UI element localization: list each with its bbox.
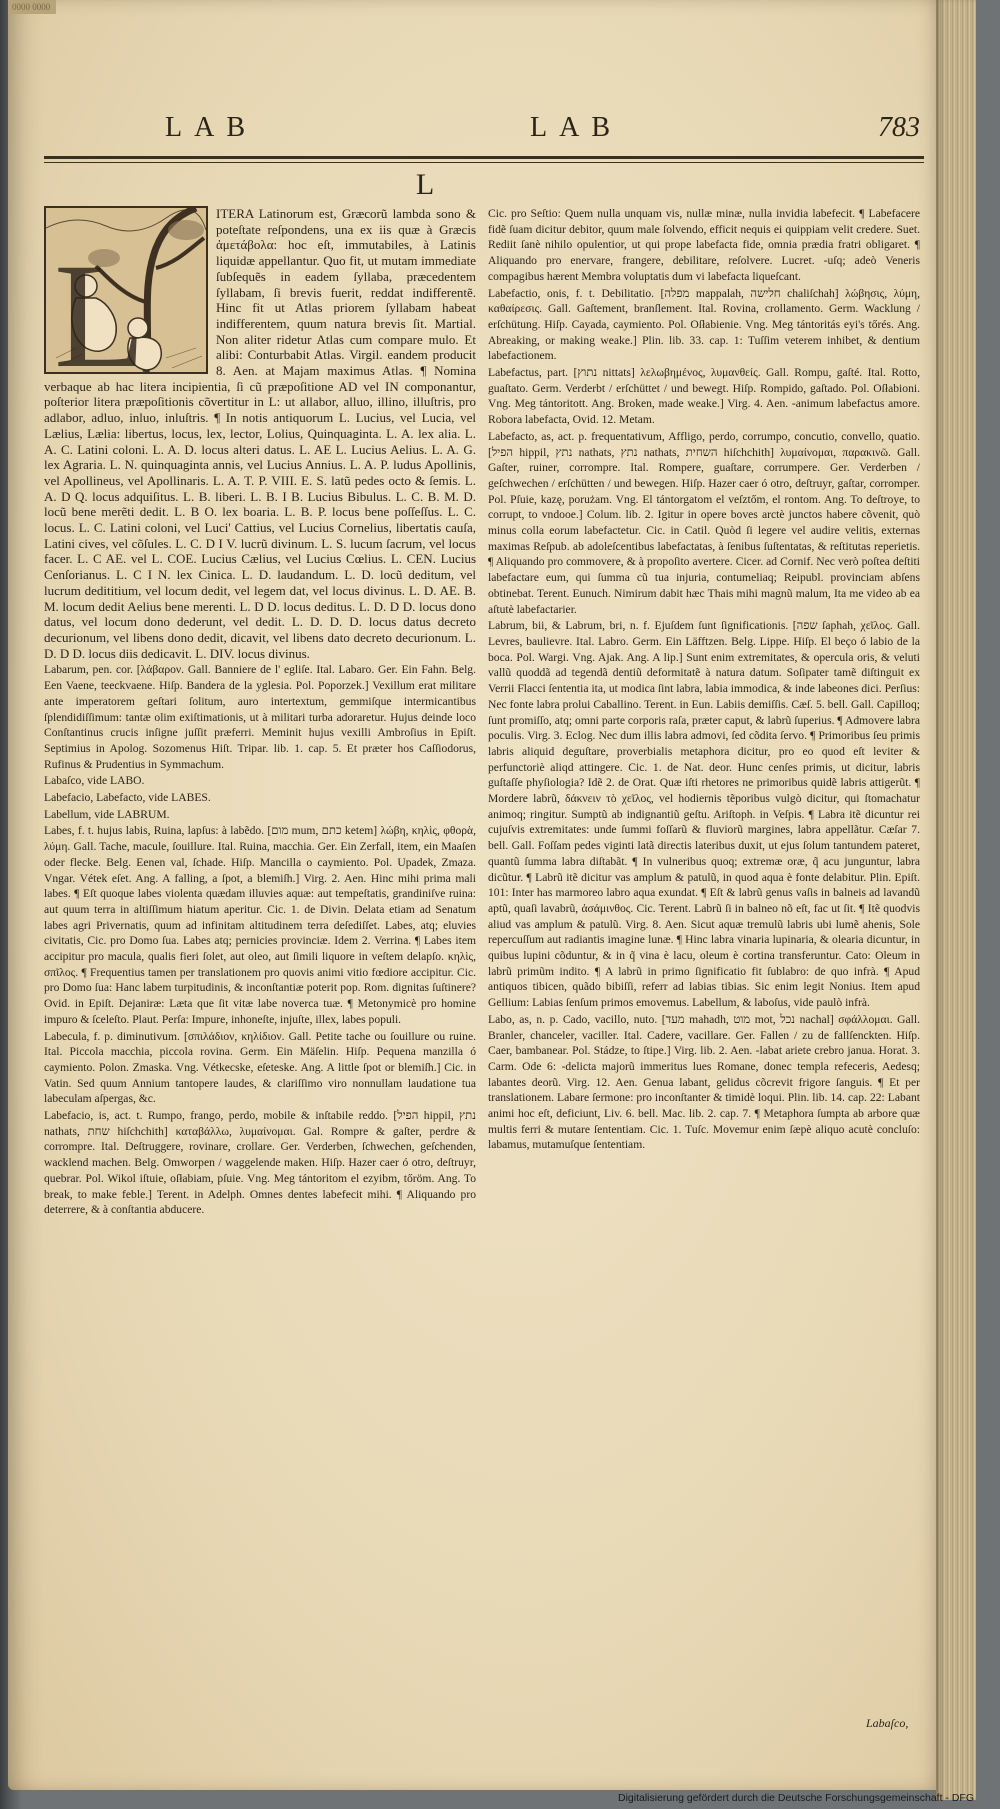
- page-number: 783: [878, 112, 920, 143]
- decorated-initial: [44, 206, 208, 374]
- entry-labefactio: Labefactio, onis, f. t. Debilitatio. [מפלה mappalah, חלישה chaliſchah] λώβησις, λύμη, καθαίρεσις. Gall. Gaſtement, branſlement. Ital. Rovina, crollamento. Germ. Wacklung / erſchütung. Hiſp. Cayada, caymiento. Pol. Oſłabienie. Vng. Meg tántoritás eyi's tőrés. Ang. Abreaking, or making weake.] Plin. lib. 33. cap. 1: Tuſſim veterem inhibet, & dentium labefactionem.: [488, 286, 920, 363]
- header-rule-thin: [44, 162, 924, 163]
- header-left-word: LAB: [165, 112, 257, 143]
- corner-label: 0000 0000: [8, 0, 56, 14]
- entry-labasco: Labaſco, vide LABO.: [44, 774, 145, 788]
- catchword: Labaſco,: [866, 1716, 909, 1730]
- entry-labellum: Labellum, vide LABRUM.: [44, 807, 170, 821]
- left-column: [44, 206, 476, 1706]
- entry-labium: Labrum, bii, & Labrum, bri, n. f. Ejuſdem ſunt ſignificationis. [שפה ſaphah, χεῖλος. Gall. Levres, baulievre. Ital. Labro. Germ. Ein Läfftzen. Belg. Lippe. Hiſp. El beço ó labio de la boca. Pol. Wargi. Vng. Ajak. Ang. A lip.] Sunt enim extremitates, & opercula oris, & veluti vallũ quoddã ad tegendã dentiũ deformitatẽ à natura datum. Soſipater tamẽ diſtinguit ex Verrii Flacci ſententia ita, ut modica ſint labra, labia immodica, & inde labeones dici. Perſius: Nec fonte labra prolui Caballino. Terent. in Eun. Labiis demiſſis. Cæſ. 5. bell. Gall. Capilloq; ſunt promiſſo, atq; omni parte corporis raſa, præter caput, & labrũ ſuperius. ¶ Admovere labra poculis. Virg. 3. Eclog. Nec dum illis labra admovi, ſed cõdita ſervo. ¶ Primoribus ſeu primis labris aliquid deguſtare, proverbialis metaphora dicitur, pro eo quod eſt leviter & perfunctoriè aliqd attingere. Cic. 1. de Nat. deor. Hunc cenſes primis, ut dicitur, labris guſtaſſe phyſiologia? Idẽ 2. de Orat. Quæ iſti rhetores ne primoribus quidẽ labris attigerũt. ¶ Mordere labrũ, δάκνειν τὸ χεῖλος, vel hodiernis tẽporibus vulgò dicitur, qui ſtomachatur animoq; ringitur. Sumptũ ab indignantiũ geſtu. Ariſtoph. in Veſpis. ¶ Labra itẽ dicuntur rei cujuſvis extremitates: unde ſummi foſſarũ & fluviorũ margines, labra appellãtur. Cæſar 7. bell. Gall. Foſſam pedes viginti latã directis lateribus duxit, ut ejus ſolum tantundem pateret, quantũ ſumma labra diſtabãt. ¶ In vulneribus quoq; extremæ oræ, q̃ acu junguntur, labra dicũtur. ¶ Labrũ itẽ dicitur vas amplum & patulũ, in quod aqua è fonte delabitur. Plin. Epiſt. 101: Inter has marmoreo labro aqua exundat. ¶ Eſt & labrũ genus vaſis in balneis ad lavandũ aptũ, quaſi lavabrũ, ἀσάμινθος. Cic. Terent. Labrũ ſi in balneo nõ eſt, fac ut ſit. ¶ Itẽ quodvis aliud vas amplum & patulũ. Virg. 8. Aen. Sicut aquæ tremulũ labris ubi lumẽ ahenis, Sole repercuſſum aut radiantis imagine lunæ. ¶ Hinc labra vinaria lupinaria, & olearia dicuntur, in quibus lupini cõduntur, & in q̃ vina è lacu, oleum è cortina transferuntur. Cato: Oleum in labrũ primũm indito. ¶ A labrũ in primo ſignificatio fit ſublabro: de quo infrà. ¶ Apud antiquos tibicen, quãdo bibiſſi, referr ad labias tibias. Sic enim legit Nonius. Item apud Gellium: Labias ſenſum primos emovemus. Labellum, & laboſus, vide paulò infrà.: [488, 619, 920, 1010]
- entry-labefacio-continued: Cic. pro Seſtio: Quem nulla unquam vis, nullæ minæ, nulla invidia labefecit. ¶ Labefacere fidẽ ſuam dicitur debitor, quum male ſolvendo, efficit nequis ei quippiam velit credere. Suet. Rediit ſanè nihilo opulentior, ut qui prope labefacta fide, omnia prædia fratri obligaret. ¶ Aliquando pro enervare, frangere, debilitare, reſolvere. Lucret. -uſq; adeò Veneris compagibus hærent Membra voluptatis dum vi labefacta liqueſcant.: [488, 207, 920, 283]
- entry-litera: ITERA Latinorum est, Græcorũ lambda sono & poteſtate reſpondens, una ex iis quæ à Græcis ἀμετάβολα: hoc eſt, immutabiles, à Latinis liquidæ appellantur. Quo fit, ut mutam immediate ſubſequẽs in eadem ſyllaba, præcedentem ſyllabam, ſi brevis fuerit, reddat indifferentẽ. Hinc fit ut Atlas priorem ſyllabam habeat indifferentem, quum natura brevis ſit. Martial. Non aliter ridetur Atlas cum compare mulo. Et alibi: Conturbabit Atlas. Virgil. eandem producit 8. Aen. at Majam maximus Atlas. ¶ Nomina verbaque ab hac litera incipientia, ſi cũ præpoſitione AD vel IN componantur, poſterior litera præpoſitionis cõvertitur in L: ut allabor, alluo, illino, illuſtris, pro adlabor, adluo, inluo, inluſtris. ¶ In notis antiquorum L. Lucius, vel Lucia, vel Lælius, Lælia: libertus, locus, lex, lector, Lolius, Quinquaginta. L. A. lex alia. L. A. C. Latini coloni. L. A. D. locus alteri datus. L. AE L. Lucius Aelius. L. A. G. lex Agraria. L. N. quinquaginta annis, vel Lucius Annius. L. A. P. ludus Apollinis, vel Apollineus, vel Apollinaris. L. A. T. P. VIII. E. S. latũ pedes octo & ſemis. L. A. D Q. locus adquiſitus. L. B. liberi. L. B. I B. Lucius Bibulus. L. C. B. M. D. locũ bene merẽti dedit. L. B O. lex boaria. L. B. P. locus bene poſſeſſus. L. C. locus. L. C. Latini coloni, vel Luci' Cattius, vel Lucius Cornelius, libertatis cauſa, Latini cives, vel cõſules. L. C. D I V. lucrũ divinum. L. S. lucum ſacrum, vel locus facer. L. C AE. vel L. COE. Lucius Cælius, vel Lucius Cœlius. L. CEN. Lucius Cenſorianus. L. C I N. lex Cinica. L. D. laudandum. L. D. locũ deditum, vel lucrum dedititium, vel locum dedit, vel legem dat, vel locus divinus. L. D. AE. B. M. locum dedit Aelius bene merenti. L. D D. locus deditus. L. D. D D. locus dono datus, vel locum dono dederunt, vel dedit. L. D. D. D. locus datus decreto decurionum, vel libens dono dedit, dicavit, vel libens dato decreto decurionum. L. D. D D. locus diis dedicavit. L. DIV. locus divinus.: [44, 206, 476, 661]
- header-rule-thick: [44, 156, 924, 159]
- book-fore-edge: [936, 0, 976, 1800]
- running-header: [165, 112, 920, 152]
- digitization-footer: Digitalisierung gefördert durch die Deutsche Forschungsgemeinschaft - DFG: [617, 1792, 974, 1804]
- entry-labarum: Labarum, pen. cor. [λάβαρον. Gall. Banniere de l' egliſe. Ital. Labaro. Ger. Ein Fahn. Belg. Een Vaene, teeckvaene. Hiſp. Bandera de la yglesia. Pol. Poporzek.] Vexillum erat militare ante imperatorem geſtari ſolitum, auro intertextum, gemmiſque intermicantibus ſplendidiſſimum: tantæ olim exiſtimationis, ut à militari turba adoraretur. Hujus deinde loco Conſtantinus crucis inſigne juſſit præferri. Meminit hujus vexilli Ambroſius in Epiſt. Septimius in Apolog. Sozomenus Hiſt. Tripar. lib. 1. cap. 5. Et præter hos Caſſiodorus, Rufinus & Prudentius in Symmachum.: [44, 663, 476, 771]
- decorated-initial-illustration: [46, 208, 206, 372]
- entry-labo: Labo, as, n. p. Cado, vacillo, nuto. [מעד mahadh, מוט mot, נכל nachal] σφάλλομαι. Gall. Branler, chanceler, vaciller. Ital. Cadere, vacillare. Ger. Fallen / zu de fallſenckten. Hiſp. Caer, bambanear. Pol. Stádze, to ſtipe.] Virg. lib. 2. Aen. -labat ariete crebro janua. Horat. 3. Carm. Ode 6: -delicta majorũ immeritus lues Romane, donec templa refeceris, Aedesq; labantes deorũ. Virg. 12. Aen. Genua labant, gelidus cõcrevit frigore ſanguis. ¶ Et per translationem. Labare ſermone: pro inconſtanter & timidè loqui. Plin. lib. 14. cap. 22: Labant animi hoc eſt, deficiunt, Liv. 6. bell. Mac. lib. 2. cap. 7. ¶ Metaphora ſumpta ab arbore quæ multis ferri & mutare ſententiam. Cic. 1. Tuſc. Movemur enim ſæpè aliquo acutè concluſo: labamus, mutamuſque ſententiam.: [488, 1012, 920, 1152]
- initial-letter-glyph: L: [54, 233, 146, 372]
- entry-labefacio: Labefacio, is, act. t. Rumpo, frango, perdo, mobile & inſtabile reddo. [הפיל hippil, נתץ nathats, שחת hiſchchith] καταβάλλω, λυμαίνομαι. Gal. Rompre & gaſter, perdre & corrompre. Ital. Deſtruggere, rovinare, crollare. Ger. Verderben, ſchwechen, geſchenden, wacklend machen. Belg. Omworpen / waggelende maken. Hiſp. Hazer caer ó otro, deſtruyr, quebrar. Pol. Wikol iſtuie, oſłabiam, pſuie. Vng. Meg tántoritom el ezyibm, tőröm. Ang. To break, to make feble.] Terent. in Adelph. Omnes dentes labefecit mihi. ¶ Aliquando pro deterrere, & à conſtantia abducere.: [44, 1109, 476, 1217]
- section-letter: L: [415, 168, 435, 201]
- entry-labefactus: Labefactus, part. [נתוץ nittats] λελωβημένος, λυμανθείς. Gall. Rompu, gaſté. Ital. Rotto, guaſtato. Germ. Verderbt / erſchüttet / und bewegt. Hiſp. Rompido, gaſtado. Pol. Oſłabioni. Vng. Meg tántoritott. Ang. Broken, made weake.] Virg. 4. Aen. -animum labefactus amore. Robora labefacta, Ovid. 12. Metam.: [488, 366, 920, 427]
- entry-labefacio-ref: Labefacio, Labefacto, vide LABES.: [44, 791, 211, 805]
- entry-labefacto: Labefacto, as, act. p. frequentativum, Affligo, perdo, corrumpo, concutio, convello, quatio. [הפיל hippil, נתץ nathats, נתץ nathats, השחית hiſchchith] λυμαίνομαι, παρακινῶ. Gall. Gaſter, ruiner, corrompre. Ital. Rompere, guaſtare, corrumpere. Ger. Verderben / geſchwechen / erſchütten / und bewegen. Hiſp. Hazer caer ó otro, deſtruyr, gaſtar, corromper. Pol. Pſuie, kazę, porużam. Vng. El tántorgatom el veſztőm, el rontom. Ang. To deſtroye, to corrupt, to vndooe.] Colum. lib. 2. Igitur in opere boves arctè junctos habere cõvenit, quò minus colla eorum labefactetur. Cic. in Catil. Quòd ſi legere vel audire velitis, externas maximas Reſpub. ab adoleſcentibus labefactatas, à ſenibus ſuſtentatas, & reſtitutas reperietis. ¶ Aliquando pro commovere, & à propoſito avertere. Cicer. ad Cornif. Nec verò poſtea deſtiti labefactare eum, qui ſumma cũ tua injuria, contumeliaq; Reipubl. provinciam abſens obtinebat. Terent. Eunuch. Nimirum dabit hæc Thais mihi magnũ malum, Ita me video ab ea aſtutè labefactarier.: [488, 429, 920, 616]
- header-middle-word: LAB: [530, 112, 622, 143]
- entry-labecula: Labecula, f. p. diminutivum. [σπιλάδιον, κηλίδιον. Gall. Petite tache ou ſouillure ou ruine. Ital. Piccola macchia, piccola rovina. Germ. Ein Mäſelin. Hiſp. Pequena manzilla ó caymiento. Polon. Zmaska. Vng. Vétkecske, eſeteske. Ang. A little ſpot or blemiſh.] Cic. in Vatin. Sed quum Annium tantopere laudes, & clariſſimo viro nonnullam laudatione tua labeculam aſpergas, &c.: [44, 1029, 476, 1106]
- entry-labes: Labes, f. t. hujus labis, Ruina, lapſus: à labẽdo. [מום mum, כתם ketem] λώβη, κηλὶς, φθορὰ, λύμη. Gall. Tache, macule, ſouillure. Ital. Ruina, macchia. Ger. Ein Zerfall, item, ein Maaſen oder flecke. Belg. Eenen val, ſchade. Hiſp. Mancilla o caymiento. Pol. Upadek, Zmaza. Vngar. Vétek eſet. Ang. A falling, a ſpot, a blemiſh.] Virg. 2. Aen. Hinc mihi prima mali labes. ¶ Eſt quoque labes violenta quædam illuvies aquæ: aut tempeſtatis, grandiniſve ruina: aut quum terra in altiſſimum hiatum aperitur. Cic. 1. de Divin. Delata etiam ad Senatum labes agri Privernatis, quum ad infinitam altitudinem terra deſediſſet. Labes, atq; eluvies civitatis, Cic. pro Domo ſua. Labes atq; pernicies provinciæ. Idem 2. Verrina. ¶ Labes item accipitur pro macula, qualis fieri ſolet, aut oleo, aut ſimili liquore in veſtem delapſo. κηλὶς, σπῖλος. ¶ Frequentius tamen per translationem pro quovis animi vitio fœdiore accipitur. Cic. pro Domo ſua: Hanc labem turpitudinis, & inconſtantiæ poterit pop. Rom. dignitas ſuſtinere? Ovid. in Epiſt. Dejaniræ: Læta que ſit vitæ labe noverca tuæ. ¶ Metonymicè pro homine impuro & ſceleſto. Plaut. Perſa: Impure, inhoneſte, injuſte, illex, labes populi.: [44, 824, 476, 1026]
- right-column: [488, 206, 920, 1706]
